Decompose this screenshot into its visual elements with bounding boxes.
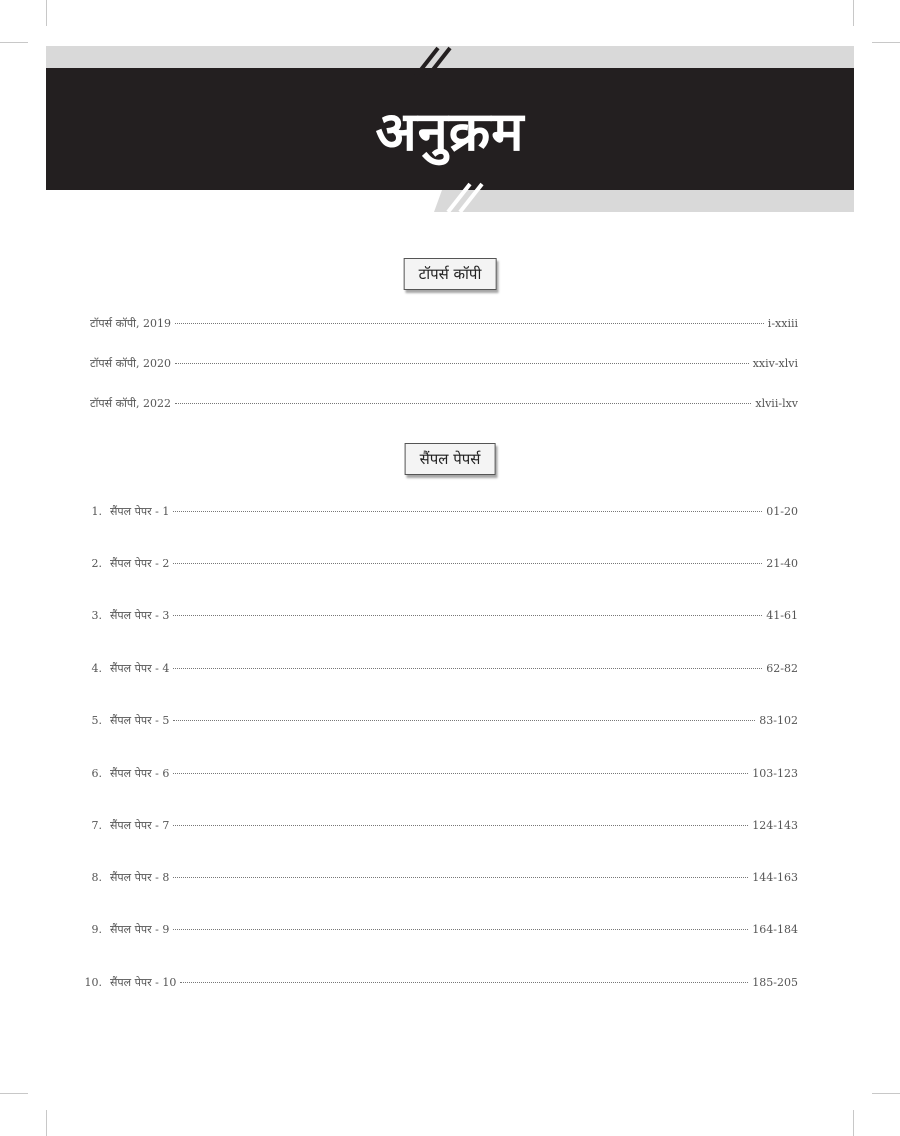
dot-leader [173, 615, 762, 616]
toc-label: टॉपर्स कॉपी, 2022 [90, 397, 171, 410]
toc-label: सैंपल पेपर - 4 [110, 662, 170, 675]
dot-leader [173, 929, 748, 930]
dot-leader [175, 403, 751, 404]
toc-pages: 164-184 [752, 923, 798, 936]
toc-row[interactable] [78, 870, 798, 885]
toc-pages: xxiv-xlvi [752, 357, 798, 370]
crop-mark [46, 1110, 47, 1136]
toc-row[interactable] [78, 661, 798, 676]
toc-pages: 62-82 [766, 662, 798, 675]
toc-number: 1. [91, 505, 102, 518]
toc-pages: i-xxiii [767, 317, 798, 330]
toc-pages: 124-143 [752, 819, 798, 832]
crop-mark [853, 1110, 854, 1136]
toc-label: सैंपल पेपर - 10 [110, 976, 177, 989]
toc-number: 9. [91, 923, 102, 936]
toc-label: टॉपर्स कॉपी, 2019 [90, 317, 171, 330]
toc-number: 8. [91, 871, 102, 884]
toc-row[interactable] [78, 713, 798, 728]
toc-label: सैंपल पेपर - 7 [110, 819, 170, 832]
toc-row[interactable] [78, 922, 798, 937]
crop-mark [0, 42, 28, 43]
toc-pages: 83-102 [759, 714, 798, 727]
toc-row[interactable] [78, 766, 798, 781]
dot-leader [175, 363, 749, 364]
dot-leader [175, 323, 764, 324]
crop-mark [872, 1093, 900, 1094]
toc-label: सैंपल पेपर - 8 [110, 871, 170, 884]
toc-row[interactable] [78, 504, 798, 519]
crop-mark [0, 1093, 28, 1094]
toc-row[interactable] [78, 608, 798, 623]
title-banner [46, 46, 854, 212]
toc-number: 2. [91, 557, 102, 570]
toc-label: सैंपल पेपर - 3 [110, 609, 170, 622]
toc-pages: 185-205 [752, 976, 798, 989]
toc-row[interactable] [78, 818, 798, 833]
toc-row[interactable] [78, 975, 798, 990]
crop-mark [872, 42, 900, 43]
toc-label: टॉपर्स कॉपी, 2020 [90, 357, 171, 370]
toc-number: 4. [91, 662, 102, 675]
toc-label: सैंपल पेपर - 6 [110, 767, 170, 780]
toc-number: 7. [91, 819, 102, 832]
toc-label: सैंपल पेपर - 2 [110, 557, 170, 570]
toc-pages: 103-123 [752, 767, 798, 780]
toc-pages: 21-40 [766, 557, 798, 570]
toc-number: 3. [91, 609, 102, 622]
dot-leader [173, 825, 748, 826]
toc-number: 6. [91, 767, 102, 780]
toc-number: 10. [84, 976, 102, 989]
dot-leader [173, 563, 762, 564]
dot-leader [180, 982, 748, 983]
dot-leader [173, 773, 748, 774]
section-heading-toppers-copy: टॉपर्स कॉपी [404, 258, 497, 290]
toc-row[interactable] [90, 356, 798, 371]
toc-row[interactable] [90, 316, 798, 331]
toc-label: सैंपल पेपर - 1 [110, 505, 170, 518]
toc-pages: xlvii-lxv [755, 397, 798, 410]
toc-row[interactable] [90, 396, 798, 411]
dot-leader [173, 511, 762, 512]
section-heading-sample-papers: सैंपल पेपर्स [405, 443, 496, 475]
crop-mark [46, 0, 47, 26]
toc-pages: 01-20 [766, 505, 798, 518]
dot-leader [173, 720, 755, 721]
dot-leader [173, 877, 748, 878]
toc-label: सैंपल पेपर - 9 [110, 923, 170, 936]
toc-pages: 41-61 [766, 609, 798, 622]
dot-leader [173, 668, 762, 669]
toc-number: 5. [91, 714, 102, 727]
page-title: अनुक्रम [375, 100, 525, 163]
toc-row[interactable] [78, 556, 798, 571]
toc-label: सैंपल पेपर - 5 [110, 714, 170, 727]
crop-mark [853, 0, 854, 26]
toc-pages: 144-163 [752, 871, 798, 884]
